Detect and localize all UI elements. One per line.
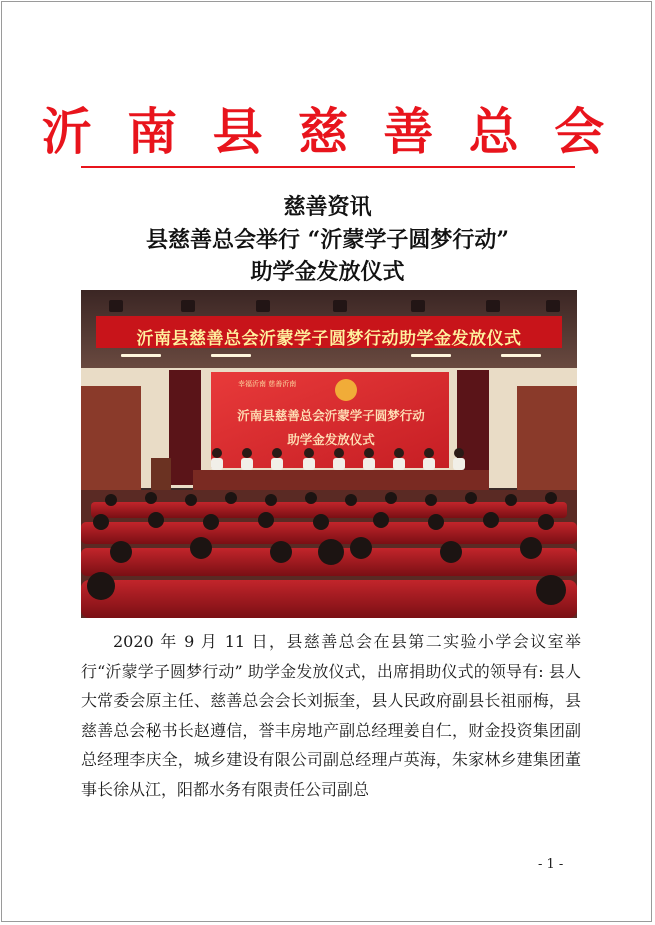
banner-text: 沂南县慈善总会沂蒙学子圆梦行动助学金发放仪式 — [136, 329, 522, 349]
article-body — [81, 627, 581, 804]
masthead-title: 沂 南 县 慈 善 总 会 — [41, 102, 614, 161]
article-title-line1: 县慈善总会举行 “沂蒙学子圆梦行动” — [146, 227, 509, 253]
screen-text-line1: 沂南县慈善总会沂蒙学子圆梦行动 — [237, 408, 425, 423]
screen-text-line2: 助学金发放仪式 — [287, 432, 375, 447]
section-label: 慈善资讯 — [283, 194, 372, 220]
event-photo — [81, 290, 577, 618]
page-number: - 1 - — [538, 857, 564, 872]
screen-tag: 幸福沂南 慈善沂南 — [238, 380, 297, 388]
masthead-rule — [81, 166, 575, 168]
article-title-line2: 助学金发放仪式 — [250, 259, 405, 285]
article-paragraph: 2020 年 9 月 11 日，县慈善总会在县第二实验小学会议室举行“沂蒙学子圆梦行动” 助学金发放仪式，出席捐助仪式的领导有: 县人大常委会原主任、慈善总会会长刘振奎，县人民政府副县长祖丽梅，县慈善总会秘书长赵遵信，誉丰房地产副总经理姜自仁，财金投资集团副总经理李庆全，城乡建设有限公司副总经理卢英海，朱家林乡建集团董事长徐从江，阳都水务有限责任公司副总 — [81, 632, 581, 799]
